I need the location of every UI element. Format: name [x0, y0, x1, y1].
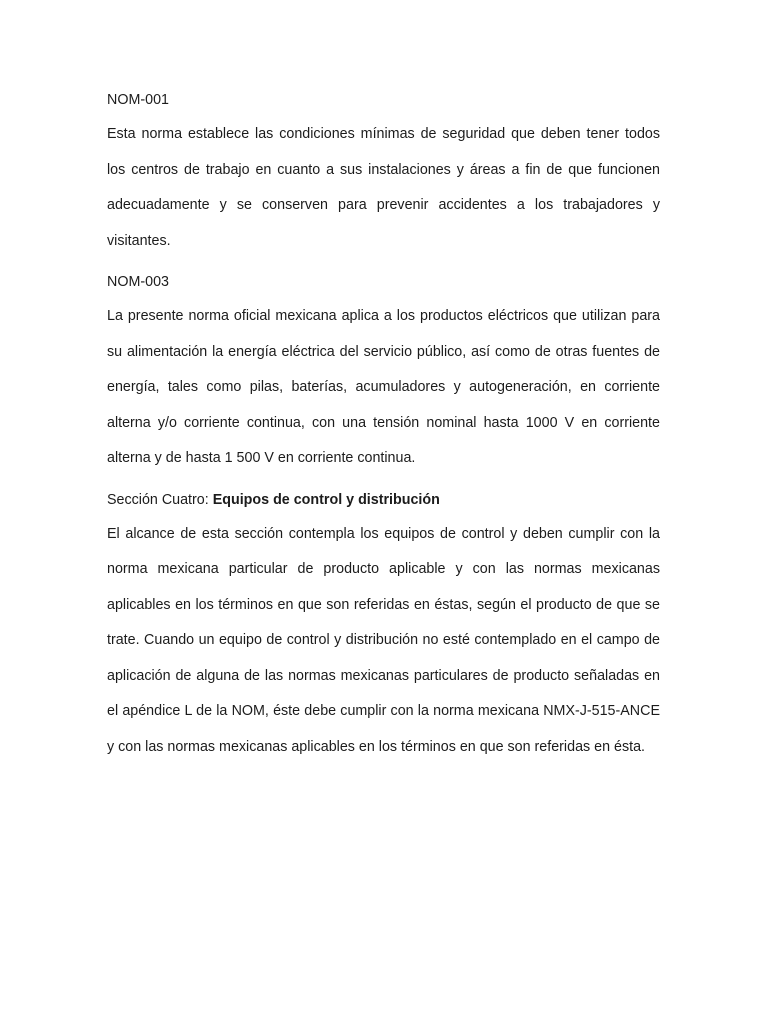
section-cuatro-title: Equipos de control y distribución [212, 491, 440, 508]
nom-001-paragraph: Esta norma establece las condiciones mínimas de seguridad que deben tener todos los centros de trabajo en cuanto a sus instalaciones y áreas a fin de que funcionen adecuadamente y se conserven para prevenir accidentes a los trabajadores y visitantes. [107, 126, 660, 249]
nom-003-heading: NOM-003 [107, 274, 169, 290]
section-cuatro-heading [107, 488, 660, 512]
document-page [107, 88, 660, 776]
nom-001-heading: NOM-001 [107, 92, 169, 108]
section-cuatro-paragraph: El alcance de esta sección contempla los equipos de control y deben cumplir con la norma mexicana particular de producto aplicable y con las normas mexicanas aplicables en los términos en que son referidas en éstas, según el producto de que se trate. Cuando un equipo de control y distribución no esté contemplado en el campo de aplicación de alguna de las normas mexicanas particulares de producto señaladas en el apéndice L de la NOM, éste debe cumplir con la norma mexicana NMX-J-515-ANCE y con las normas mexicanas aplicables en los términos en que son referidas en ésta. [107, 525, 660, 755]
section-cuatro-prefix: Sección Cuatro: [107, 491, 213, 508]
nom-003-paragraph: La presente norma oficial mexicana aplica a los productos eléctricos que utilizan para su alimentación la energía eléctrica del servicio público, así como de otras fuentes de energía, tales como pilas, baterías, acumuladores y autogeneración, en corriente alterna y/o corriente continua, con una tensión nominal hasta 1000 V en corriente alterna y de hasta 1 500 V en corriente continua. [107, 308, 660, 466]
